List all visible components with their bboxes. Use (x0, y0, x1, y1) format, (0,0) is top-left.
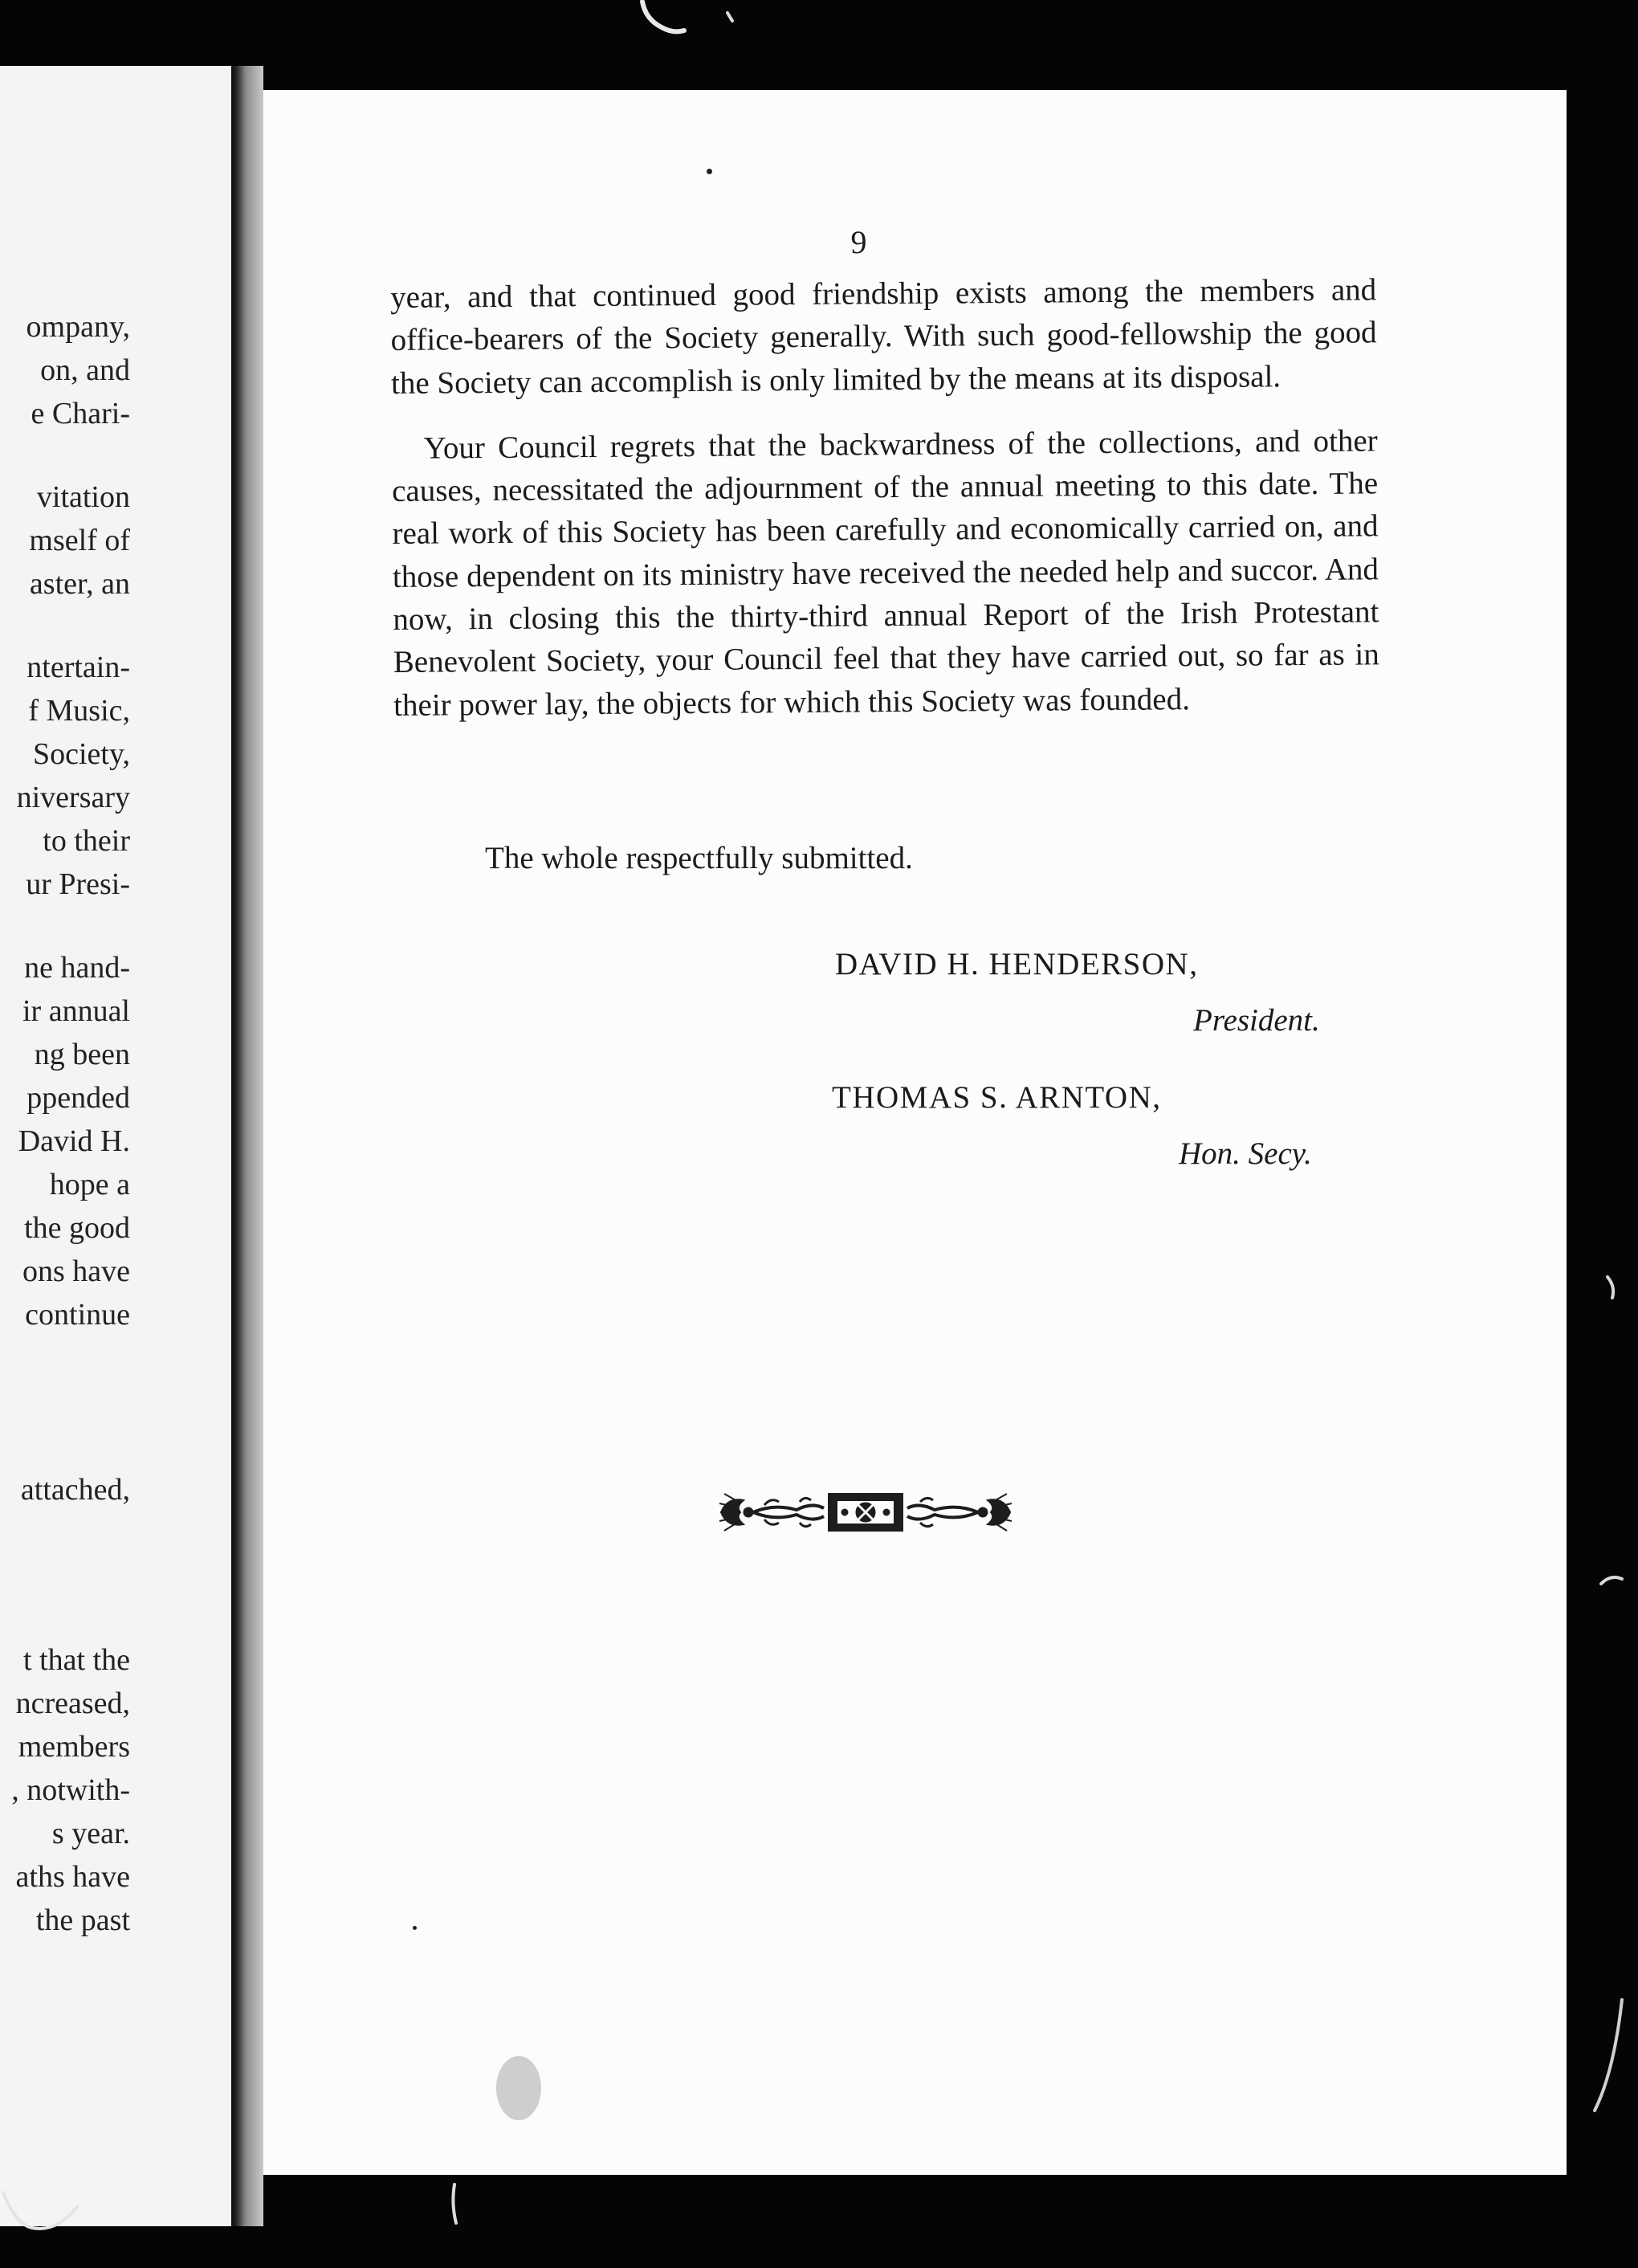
scan-mark (0, 2168, 96, 2268)
left-page-line: aster, an (29, 567, 130, 601)
left-page-line: the good (24, 1211, 130, 1245)
closing-line: The whole respectfully submitted. (485, 841, 913, 875)
page-gutter (231, 66, 263, 2226)
left-page-line: e Chari- (31, 397, 130, 430)
paragraph: Your Council regrets that the backwardness of the collections, and other causes, necessitated the adjournment of the annual meeting to this date. The real work of this Society has been carefully and economically carried on, and those dependent on its ministry have received the needed help and succor. And now, in closing this the thirty-third annual Report of the Irish Protestant Benevolent Society, your Council feel that they have carried out, so far as in their power lay, the objects for which this Society was founded. (391, 423, 1379, 723)
left-page-line: to their (43, 824, 130, 858)
left-page-line: ne hand- (24, 951, 130, 985)
left-page-line: f Music, (28, 694, 130, 728)
left-page-line: Society, (32, 737, 130, 771)
left-page-line: on, and (40, 353, 130, 387)
left-page (0, 66, 231, 2226)
left-page-line: ons have (22, 1254, 130, 1288)
scan-mark (1587, 1992, 1635, 2120)
left-page-line: ompany, (26, 310, 130, 344)
left-page-line: vitation (36, 480, 130, 514)
page-number: 9 (850, 224, 867, 260)
signature-name: DAVID H. HENDERSON, (835, 947, 1199, 981)
signature-name: THOMAS S. ARNTON, (832, 1080, 1162, 1115)
left-page-line: members (18, 1730, 130, 1764)
scan-mark (446, 2181, 462, 2229)
left-page-line: aths have (15, 1860, 130, 1894)
signature-title: President. (1193, 1003, 1320, 1038)
scan-speck (707, 169, 712, 174)
left-page-line: ntertain- (26, 651, 130, 684)
scan-smudge (496, 2056, 541, 2120)
left-page-line: the past (35, 1903, 130, 1937)
left-page-line: ppended (26, 1081, 130, 1115)
left-page-line: ir annual (22, 994, 130, 1028)
scan-mark (1596, 1269, 1628, 1638)
scan-mark (638, 0, 742, 37)
left-page-line: ncreased, (15, 1687, 130, 1720)
left-page-line: hope a (49, 1168, 130, 1201)
left-page-line: ur Presi- (26, 867, 130, 901)
signature-title: Hon. Secy. (1179, 1136, 1312, 1171)
left-page-line: ng been (34, 1038, 130, 1071)
body-text (390, 268, 1379, 727)
left-page-line: continue (25, 1298, 130, 1332)
left-page-line: t that the (23, 1643, 130, 1677)
left-page-line: David H. (18, 1124, 130, 1158)
ornament-icon (716, 1486, 1015, 1539)
scan-speck (413, 1926, 417, 1930)
left-page-line: attached, (20, 1473, 130, 1507)
paragraph: year, and that continued good friendship exists among the members and office-bearers of the Society generally. With such good-fellowship the good the Society can accomplish is only limited by the means at its disposal. (390, 272, 1377, 401)
left-page-line: , notwith- (11, 1773, 130, 1807)
left-page-line: s year. (51, 1817, 130, 1850)
right-page (263, 90, 1567, 2175)
left-page-line: mself of (29, 524, 130, 557)
left-page-line: niversary (16, 781, 130, 814)
